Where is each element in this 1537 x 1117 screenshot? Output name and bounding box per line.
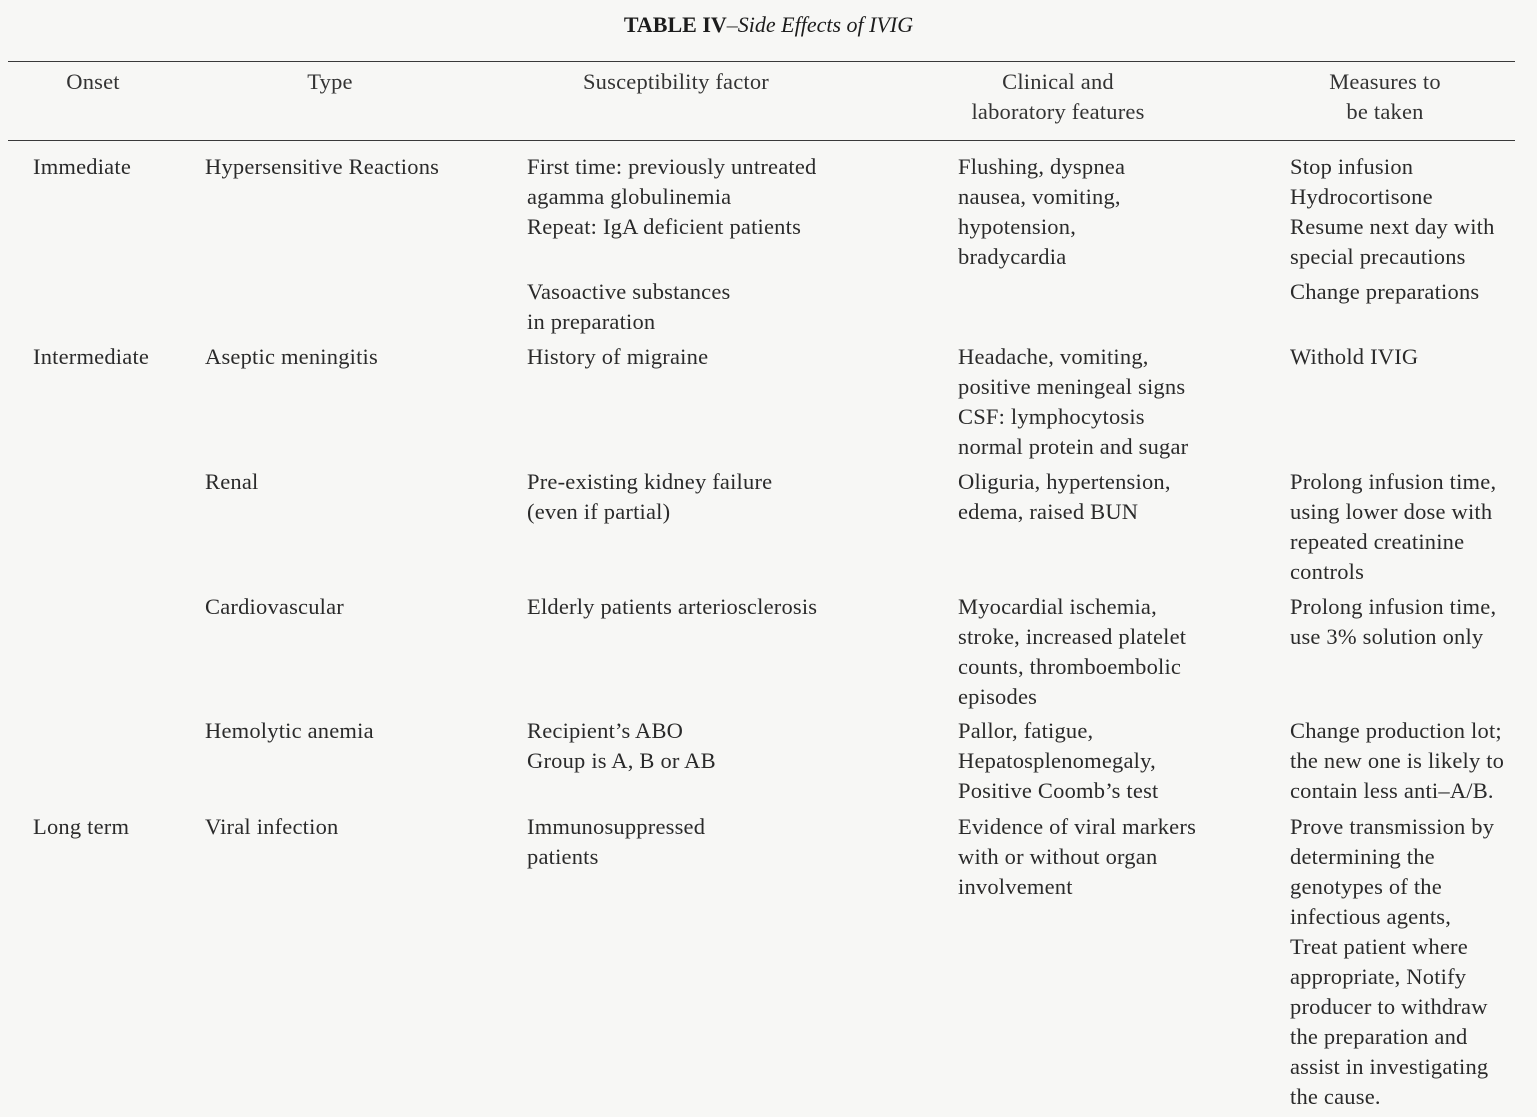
cell-line: Aseptic meningitis: [205, 344, 378, 369]
cell-line: appropriate, Notify: [1290, 964, 1467, 989]
cell-line: Hypersensitive Reactions: [205, 154, 440, 179]
cell-line: Hydrocortisone: [1290, 184, 1433, 209]
cell-line: patients: [527, 844, 599, 869]
cell-line: Renal: [205, 469, 259, 494]
top-rule: [8, 61, 1515, 62]
cell-line: Repeat: IgA deficient patients: [527, 214, 802, 239]
cell-line: First time: previously untreated: [527, 154, 817, 179]
cell-susceptibility: [527, 812, 705, 872]
cell-line: Onset: [66, 69, 120, 94]
cell-type: [205, 812, 338, 842]
cell-line: laboratory features: [971, 99, 1145, 124]
cell-line: the cause.: [1290, 1084, 1381, 1109]
cell-line: Hemolytic anemia: [205, 718, 374, 743]
cell-onset: [33, 152, 131, 182]
cell-line: Oliguria, hypertension,: [958, 469, 1171, 494]
cell-line: Group is A, B or AB: [527, 748, 716, 773]
cell-line: Long term: [33, 814, 130, 839]
table-caption: [0, 12, 1537, 38]
cell-susceptibility: [527, 592, 817, 622]
cell-susceptibility: [527, 342, 708, 372]
cell-clinical: [958, 716, 1158, 806]
cell-line: Headache, vomiting,: [958, 344, 1149, 369]
cell-type: [205, 152, 439, 182]
cell-susceptibility: [527, 716, 716, 776]
cell-clinical: [958, 342, 1188, 462]
cell-measures: [1290, 716, 1504, 806]
cell-line: using lower dose with: [1290, 499, 1493, 524]
cell-line: Prolong infusion time,: [1290, 469, 1497, 494]
cell-line: Immediate: [33, 154, 132, 179]
table-label: TABLE IV: [623, 12, 727, 37]
cell-line: involvement: [958, 874, 1073, 899]
cell-line: in preparation: [527, 309, 656, 334]
cell-susceptibility: [527, 152, 816, 242]
cell-line: producer to withdraw: [1290, 994, 1488, 1019]
cell-susceptibility: [527, 277, 731, 337]
cell-type: [205, 716, 374, 746]
cell-line: use 3% solution only: [1290, 624, 1484, 649]
cell-type: [205, 467, 258, 497]
cell-line: Stop infusion: [1290, 154, 1414, 179]
cell-line: Prolong infusion time,: [1290, 594, 1497, 619]
cell-line: Measures to: [1329, 69, 1441, 94]
cell-susceptibility: [527, 467, 772, 527]
cell-onset: [33, 812, 129, 842]
cell-line: Pallor, fatigue,: [958, 718, 1094, 743]
cell-line: Hepatosplenomegaly,: [958, 748, 1156, 773]
cell-line: Withold IVIG: [1290, 344, 1419, 369]
cell-line: repeated creatinine: [1290, 529, 1465, 554]
cell-line: the new one is likely to: [1290, 748, 1505, 773]
cell-type: [205, 342, 378, 372]
cell-line: Resume next day with: [1290, 214, 1495, 239]
cell-line: special precautions: [1290, 244, 1466, 269]
cell-measures: [1290, 342, 1418, 372]
cell-line: Evidence of viral markers: [958, 814, 1197, 839]
cell-line: controls: [1290, 559, 1365, 584]
cell-line: Myocardial ischemia,: [958, 594, 1157, 619]
cell-line: genotypes of the: [1290, 874, 1442, 899]
cell-line: the preparation and: [1290, 1024, 1468, 1049]
cell-line: Positive Coomb’s test: [958, 778, 1159, 803]
cell-line: Pre-existing kidney failure: [527, 469, 773, 494]
cell-line: with or without organ: [958, 844, 1158, 869]
column-header-measures: [1225, 67, 1537, 127]
cell-line: normal protein and sugar: [958, 434, 1189, 459]
cell-line: Immunosuppressed: [527, 814, 706, 839]
cell-line: Change preparations: [1290, 279, 1480, 304]
cell-line: Type: [307, 69, 353, 94]
cell-line: counts, thromboembolic: [958, 654, 1182, 679]
cell-line: Change production lot;: [1290, 718, 1502, 743]
column-header-susceptibility: [516, 67, 836, 97]
cell-line: Clinical and: [1002, 69, 1114, 94]
cell-line: determining the: [1290, 844, 1435, 869]
cell-line: nausea, vomiting,: [958, 184, 1121, 209]
cell-onset: [33, 342, 149, 372]
column-header-clinical: [898, 67, 1218, 127]
cell-measures: [1290, 152, 1495, 272]
cell-line: Treat patient where: [1290, 934, 1468, 959]
cell-line: CSF: lymphocytosis: [958, 404, 1145, 429]
cell-line: Cardiovascular: [205, 594, 344, 619]
cell-line: positive meningeal signs: [958, 374, 1186, 399]
cell-line: infectious agents,: [1290, 904, 1452, 929]
column-header-type: [170, 67, 490, 97]
cell-line: Susceptibility factor: [582, 69, 770, 94]
cell-line: Prove transmission by: [1290, 814, 1495, 839]
cell-measures: [1290, 467, 1496, 587]
cell-line: be taken: [1346, 99, 1424, 124]
cell-line: edema, raised BUN: [958, 499, 1139, 524]
cell-line: (even if partial): [527, 499, 671, 524]
cell-line: hypotension,: [958, 214, 1077, 239]
cell-line: agamma globulinemia: [527, 184, 732, 209]
cell-measures: [1290, 592, 1496, 652]
cell-line: episodes: [958, 684, 1038, 709]
cell-line: stroke, increased platelet: [958, 624, 1187, 649]
cell-line: bradycardia: [958, 244, 1067, 269]
cell-measures: [1290, 812, 1494, 1112]
cell-clinical: [958, 812, 1196, 902]
cell-clinical: [958, 152, 1125, 272]
cell-line: History of migraine: [527, 344, 709, 369]
cell-line: Elderly patients arteriosclerosis: [527, 594, 818, 619]
cell-line: assist in investigating: [1290, 1054, 1489, 1079]
cell-line: contain less anti–A/B.: [1290, 778, 1494, 803]
cell-line: Recipient’s ABO: [527, 718, 684, 743]
cell-line: Viral infection: [205, 814, 339, 839]
cell-clinical: [958, 592, 1186, 712]
cell-line: Flushing, dyspnea: [958, 154, 1126, 179]
cell-clinical: [958, 467, 1171, 527]
caption-dash: –: [726, 12, 738, 37]
cell-line: Vasoactive substances: [527, 279, 731, 304]
header-rule: [8, 140, 1515, 141]
table-title: Side Effects of IVIG: [737, 12, 914, 37]
cell-line: Intermediate: [33, 344, 150, 369]
cell-measures: [1290, 277, 1479, 307]
cell-type: [205, 592, 344, 622]
